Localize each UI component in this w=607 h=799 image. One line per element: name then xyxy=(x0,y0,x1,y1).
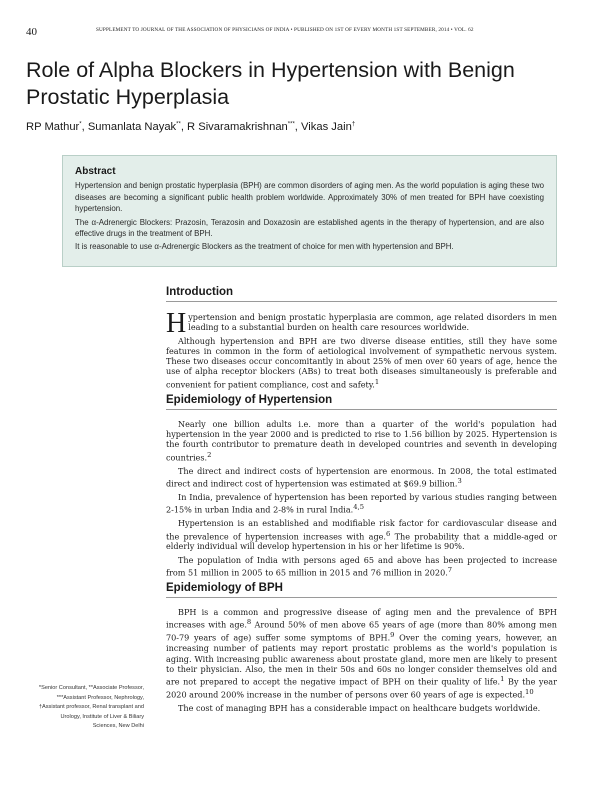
citation: 2 xyxy=(207,450,212,459)
section-heading-epidemiology-bph: Epidemiology of BPH xyxy=(166,582,557,598)
section-heading-introduction: Introduction xyxy=(166,286,557,302)
citation: 1 xyxy=(374,377,380,386)
abstract-paragraph: Hypertension and benign prostatic hyperplasia (BPH) are common disorders of aging men. As the world population is aging these two diseases are becoming a significant public health problem worldwide. Approximately 30% of men treated for BPH have coexisting hypertension. xyxy=(75,181,544,214)
article-title: Role of Alpha Blockers in Hypertension with Benign Prostatic Hyperplasia xyxy=(26,58,515,109)
page-number: 40 xyxy=(26,26,37,38)
body-paragraph: The direct and indirect costs of hypertension are enormous. In 2008, the total estimated direct and indirect cost of hypertension was estimated at $69.9 billion.$^3$ xyxy=(166,465,557,489)
body-column xyxy=(166,286,557,716)
abstract-heading: Abstract xyxy=(75,166,116,177)
section-heading-epidemiology-hypertension: Epidemiology of Hypertension xyxy=(166,394,557,410)
citation: 6 xyxy=(386,529,391,538)
citation: 7 xyxy=(447,566,453,575)
abstract-paragraph: It is reasonable to use α-Adrenergic Blockers as the treatment of choice for men with hypertension and BPH. xyxy=(75,242,454,252)
citation: 4,5 xyxy=(353,503,365,512)
dropcap: H xyxy=(166,308,187,339)
citation: 10 xyxy=(525,688,534,697)
author-name: RP Mathur xyxy=(26,121,80,133)
abstract-box xyxy=(62,155,557,267)
citation: 3 xyxy=(457,476,462,485)
body-paragraph: In India, prevalence of hypertension has been reported by various studies ranging between 2-15% in urban India and 2-8% in rural India.$^{4,5}$ xyxy=(166,491,557,515)
intro-paragraph: Although hypertension and BPH are two diverse disease entities, still they have some features in common in the form of aetiological involvement of sympathetic nervous system. These two diseases occur concomitantly in about 25% of men over 60 years of age, hence the use of alpha receptor blockers (ABs) to treat both diseases simultaneously is preferable and convenient for patient compliance, cost and safety.$^1$ xyxy=(166,335,557,390)
intro-paragraph: Hypertension and benign prostatic hyperplasia are common, age related disorders in men leading to a substantial burden on health care resources worldwide. xyxy=(166,308,557,339)
author-name: Sumanlata Nayak xyxy=(87,121,177,133)
body-paragraph: The population of India with persons aged 65 and above has been projected to increase from 51 million in 2005 to 65 million in 2015 and 76 million in 2020.$^7$ xyxy=(166,554,557,578)
abstract-paragraph: The α-Adrenergic Blockers: Prazosin, Terazosin and Doxazosin are established agents in the therapy of hypertension, and are also effective drugs in the treatment of BPH. xyxy=(75,217,544,239)
body-paragraph: The cost of managing BPH has a considerable impact on healthcare budgets worldwide. xyxy=(178,703,541,714)
running-head: SUPPLEMENT TO JOURNAL OF THE ASSOCIATION OF PHYSICIANS OF INDIA • PUBLISHED ON 1ST OF EVERY MONTH 1ST SEPTEMBER, 2014 • VOL. 62 xyxy=(96,27,474,33)
author-name: Vikas Jain xyxy=(301,121,352,133)
author-mark: ** xyxy=(176,121,181,128)
body-paragraph: Nearly one billion adults i.e. more than a quarter of the world's population had hypertension in the year 2000 and is predicted to rise to 1.56 billion by 2025. Hypertension is the fourth contributor to premature death in developed countries and seventh in developing countries.$^2$ xyxy=(166,418,557,463)
citation: 9 xyxy=(390,631,395,640)
author-list: RP Mathur*, Sumanlata Nayak**, R Sivaramakrishnan***, Vikas Jain† xyxy=(26,121,356,133)
citation: 1 xyxy=(500,675,505,684)
affiliation-footnote: *Senior Consultant, **Associate Professor, ***Assistant Professor, Nephrology, †Assistant professor, Renal transplant and Urology, Institute of Liver & Biliary Sciences, New Delhi xyxy=(38,685,144,730)
author-mark: * xyxy=(79,121,82,128)
citation: 8 xyxy=(246,618,252,627)
author-mark: *** xyxy=(287,121,295,128)
author-mark: † xyxy=(351,121,356,128)
author-name: R Sivaramakrishnan xyxy=(187,121,288,133)
body-paragraph: Hypertension is an established and modifiable risk factor for cardiovascular disease and the prevalence of hypertension increases with age.$^6$ The probability that a middle-aged or elderly individual will develop hypertension in his or her lifetime is 90%. xyxy=(166,518,557,552)
body-paragraph: BPH is a common and progressive disease of aging men and the prevalence of BPH increases with age.$^8$ Around 50% of men above 65 years of age (more than 80% among men 70-79 years of age) suffer some symptoms of BPH.$^9$ Over the coming years, however, an increasing number of patients may report prostatic problems as the world's population is aging. With increasing public awareness about prostate gland, more men are likely to present to their physician. Also, the men in their 50s and 60s no longer consider themselves old and are not prepared to accept the negative impact of BPH on their quality of life.$^1$ By the year 2020 around 200% increase in the number of persons over 60 years of age is expected.$^{10}$ xyxy=(166,607,557,700)
